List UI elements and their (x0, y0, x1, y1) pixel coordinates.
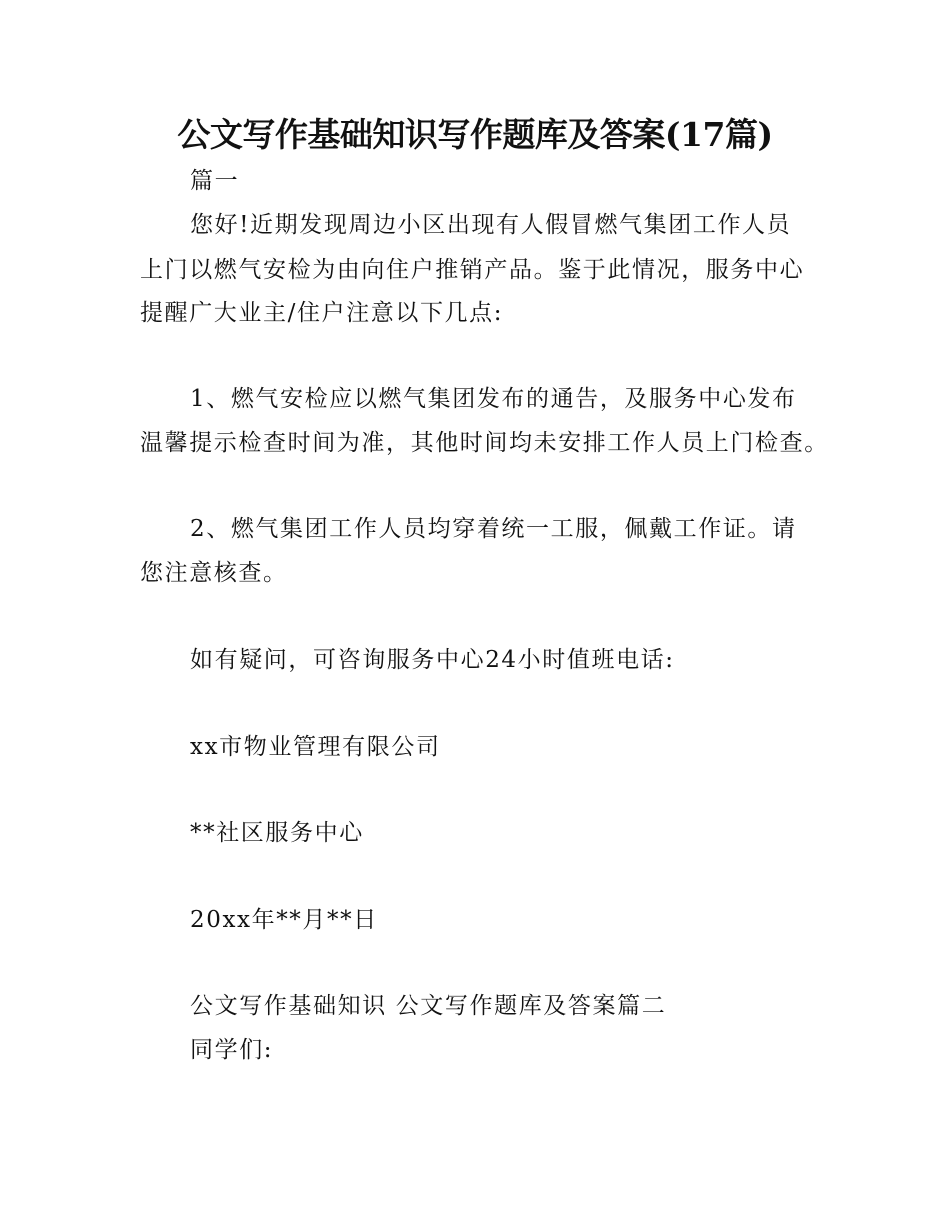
signature-center: **社区服务中心 (190, 820, 364, 846)
signature-date: 20xx年**月**日 (190, 907, 378, 933)
paragraph-line: 如有疑问，可咨询服务中心24小时值班电话: (190, 647, 675, 673)
paragraph-line: 温馨提示检查时间为准，其他时间均未安排工作人员上门检查。 (140, 430, 829, 456)
signature-company: xx市物业管理有限公司 (190, 734, 441, 760)
paragraph-line: 2、燃气集团工作人员均穿着统一工服，佩戴工作证。请 (190, 516, 797, 542)
paragraph-line: 上门以燃气安检为由向住户推销产品。鉴于此情况，服务中心 (140, 257, 805, 283)
paragraph-line: 您好!近期发现周边小区出现有人假冒燃气集团工作人员 (190, 212, 792, 238)
paragraph-line: 提醒广大业主/住户注意以下几点: (140, 300, 504, 326)
paragraph-line: 同学们: (190, 1037, 274, 1063)
section-heading: 篇一 (190, 168, 240, 194)
paragraph-line: 1、燃气安检应以燃气集团发布的通告，及服务中心发布 (190, 386, 797, 412)
section-heading: 公文写作基础知识 公文写作题库及答案篇二 (190, 993, 667, 1019)
document-title: 公文写作基础知识写作题库及答案(17篇) (177, 115, 773, 154)
paragraph-line: 您注意核查。 (140, 560, 288, 586)
